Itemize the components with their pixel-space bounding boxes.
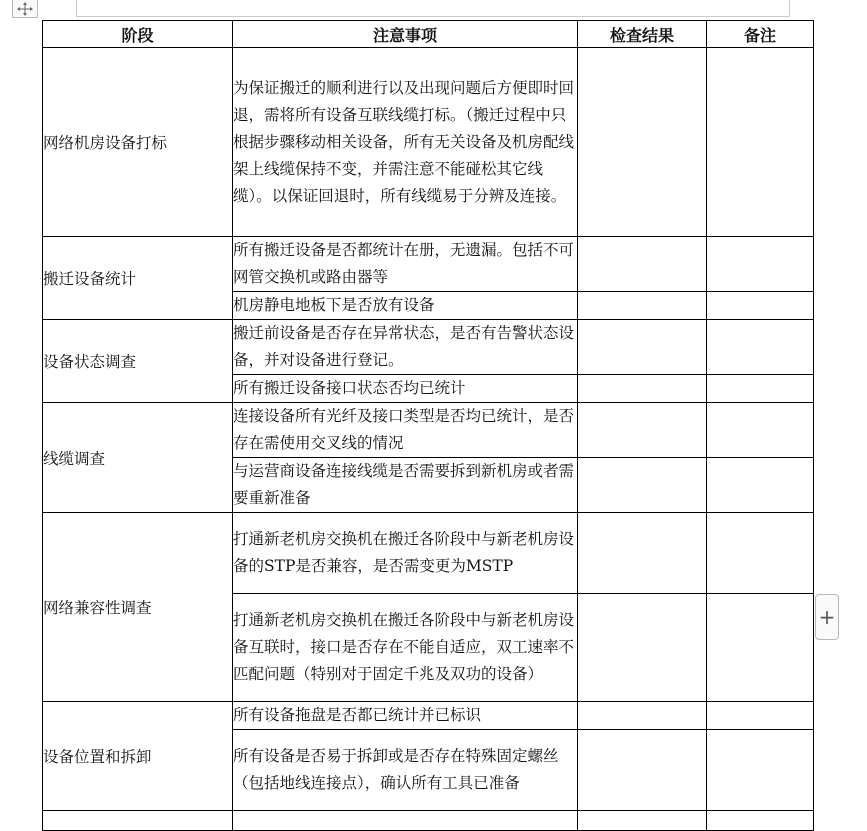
remarks-cell[interactable]	[707, 320, 814, 375]
check-result-cell[interactable]	[578, 320, 707, 375]
add-row-button[interactable]	[815, 594, 839, 640]
table-row	[43, 48, 814, 237]
stage-cell[interactable]: 设备位置和拆卸	[43, 702, 233, 811]
check-result-cell[interactable]	[578, 375, 707, 403]
stage-cell[interactable]: 线缆调查	[43, 403, 233, 513]
move-arrows-icon	[16, 2, 34, 16]
header-row	[43, 21, 814, 48]
page-top-edge	[76, 0, 790, 17]
remarks-cell[interactable]	[707, 375, 814, 403]
remarks-cell[interactable]	[707, 730, 814, 811]
note-cell[interactable]: 所有搬迁设备接口状态否均已统计	[233, 375, 578, 403]
remarks-cell[interactable]	[707, 403, 814, 458]
note-cell[interactable]: 所有设备是否易于拆卸或是否存在特殊固定螺丝（包括地线连接点），确认所有工具已准备	[233, 730, 578, 811]
stage-cell[interactable]	[43, 811, 233, 831]
check-result-cell[interactable]	[578, 292, 707, 320]
note-cell[interactable]: 机房静电地板下是否放有设备	[233, 292, 578, 320]
note-cell[interactable]: 连接设备所有光纤及接口类型是否均已统计，是否存在需使用交叉线的情况	[233, 403, 578, 458]
check-result-cell[interactable]	[578, 702, 707, 730]
remarks-cell[interactable]	[707, 237, 814, 292]
table-row	[43, 811, 814, 831]
note-cell[interactable]	[233, 811, 578, 831]
remarks-cell[interactable]	[707, 292, 814, 320]
table-row	[43, 320, 814, 375]
note-cell[interactable]: 与运营商设备连接线缆是否需要拆到新机房或者需要重新准备	[233, 458, 578, 513]
note-cell[interactable]: 打通新老机房交换机在搬迁各阶段中与新老机房设备的STP是否兼容，是否需变更为MSTP	[233, 513, 578, 594]
migration-checklist-table	[42, 20, 814, 831]
header-stage: 阶段	[43, 21, 233, 48]
table-row	[43, 403, 814, 458]
stage-cell[interactable]: 网络兼容性调查	[43, 513, 233, 702]
remarks-cell[interactable]	[707, 48, 814, 237]
check-result-cell[interactable]	[578, 811, 707, 831]
note-cell[interactable]: 打通新老机房交换机在搬迁各阶段中与新老机房设备互联时，接口是否存在不能自适应，双工速率不匹配问题（特别对于固定千兆及双功的设备）	[233, 594, 578, 702]
remarks-cell[interactable]	[707, 458, 814, 513]
remarks-cell[interactable]	[707, 811, 814, 831]
check-result-cell[interactable]	[578, 594, 707, 702]
stage-cell[interactable]: 网络机房设备打标	[43, 48, 233, 237]
check-result-cell[interactable]	[578, 458, 707, 513]
check-result-cell[interactable]	[578, 403, 707, 458]
table-row	[43, 702, 814, 730]
header-remarks: 备注	[707, 21, 814, 48]
note-cell[interactable]: 所有设备拖盘是否都已统计并已标识	[233, 702, 578, 730]
remarks-cell[interactable]	[707, 702, 814, 730]
plus-icon: +	[818, 605, 836, 629]
stage-cell[interactable]: 设备状态调查	[43, 320, 233, 403]
remarks-cell[interactable]	[707, 513, 814, 594]
check-result-cell[interactable]	[578, 237, 707, 292]
check-result-cell[interactable]	[578, 48, 707, 237]
note-cell[interactable]: 为保证搬迁的顺利进行以及出现问题后方便即时回退，需将所有设备互联线缆打标。（搬迁过程中只根据步骤移动相关设备，所有无关设备及机房配线架上线缆保持不变，并需注意不能碰松其它线缆）。以保证回退时，所有线缆易于分辨及连接。	[233, 48, 578, 237]
check-result-cell[interactable]	[578, 513, 707, 594]
check-result-cell[interactable]	[578, 730, 707, 811]
stage-cell[interactable]: 搬迁设备统计	[43, 237, 233, 320]
header-check-result: 检查结果	[578, 21, 707, 48]
note-cell[interactable]: 所有搬迁设备是否都统计在册，无遗漏。包括不可网管交换机或路由器等	[233, 237, 578, 292]
table-row	[43, 237, 814, 292]
remarks-cell[interactable]	[707, 594, 814, 702]
table-move-handle[interactable]	[12, 0, 38, 18]
header-notes: 注意事项	[233, 21, 578, 48]
note-cell[interactable]: 搬迁前设备是否存在异常状态，是否有告警状态设备，并对设备进行登记。	[233, 320, 578, 375]
table-row	[43, 513, 814, 594]
